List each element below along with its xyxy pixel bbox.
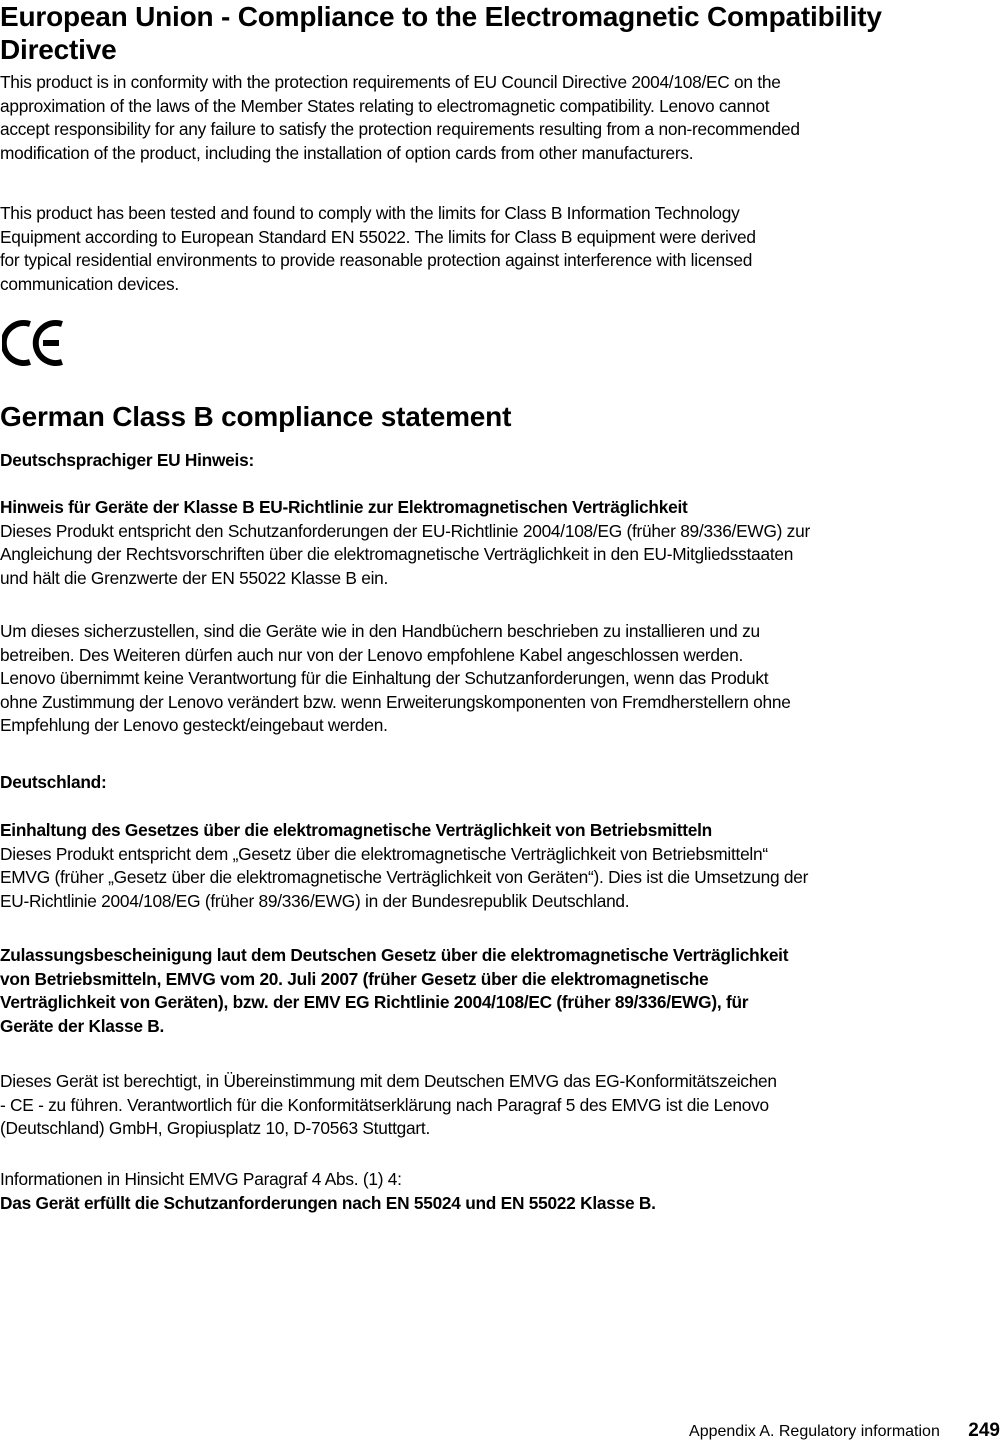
text-line: EMVG (früher „Gesetz über die elektromagnetische Verträglichkeit von Geräten“). Dies ist die Umsetzung der bbox=[0, 867, 809, 888]
text-line: Empfehlung der Lenovo gesteckt/eingebaut werden. bbox=[0, 715, 388, 736]
text-line: for typical residential environments to provide reasonable protection against interference with licensed bbox=[0, 250, 753, 271]
german-paragraph-6 bbox=[0, 944, 1004, 1038]
german-paragraph-8 bbox=[0, 1168, 1004, 1215]
eu-paragraph-1 bbox=[0, 71, 1004, 165]
text-line: Zulassungsbescheinigung laut dem Deutschen Gesetz über die elektromagnetische Verträglichkeit bbox=[0, 945, 789, 965]
text-line: Deutschland: bbox=[0, 772, 107, 792]
paragraph-lead: Hinweis für Geräte der Klasse B EU-Richtlinie zur Elektromagnetischen Verträglichkeit bbox=[0, 497, 688, 517]
page-number: 249 bbox=[968, 1420, 1000, 1441]
german-paragraph-4 bbox=[0, 620, 1004, 738]
text-line: Dieses Produkt entspricht den Schutzanforderungen der EU-Richtlinie 2004/108/EG (früher 89/336/EWG) zur bbox=[0, 520, 810, 541]
text-line: accept responsibility for any failure to satisfy the protection requirements resulting from a non-recommended bbox=[0, 119, 800, 140]
text-line: This product has been tested and found to comply with the limits for Class B Information Technology bbox=[0, 203, 740, 223]
text-line: Dieses Produkt entspricht dem „Gesetz über die elektromagnetische Verträglichkeit von Betriebsmitteln“ bbox=[0, 843, 768, 864]
text-line: Deutschsprachiger EU Hinweis: bbox=[0, 450, 254, 470]
hinweis-heading bbox=[0, 449, 1004, 473]
text-line-bold: Das Gerät erfüllt die Schutzanforderungen nach EN 55024 und EN 55022 Klasse B. bbox=[0, 1192, 656, 1213]
footer-section-label: Appendix A. Regulatory information bbox=[689, 1423, 940, 1440]
deutschland-heading bbox=[0, 771, 1004, 795]
text-line: Um dieses sicherzustellen, sind die Geräte wie in den Handbüchern beschrieben zu installieren und zu bbox=[0, 621, 760, 641]
german-section-title: German Class B compliance statement bbox=[0, 401, 512, 432]
text-line: communication devices. bbox=[0, 273, 179, 294]
text-line: EU-Richtlinie 2004/108/EG (früher 89/336/EWG) in der Bundesrepublik Deutschland. bbox=[0, 890, 630, 911]
eu-paragraph-2 bbox=[0, 202, 1004, 296]
text-line: ohne Zustimmung der Lenovo verändert bzw. wenn Erweiterungskomponenten von Fremdherstellern ohne bbox=[0, 691, 791, 712]
text-line: Geräte der Klasse B. bbox=[0, 1015, 165, 1036]
text-line: von Betriebsmitteln, EMVG vom 20. Juli 2007 (früher Gesetz über die elektromagnetische bbox=[0, 968, 709, 989]
text-line: approximation of the laws of the Member States relating to electromagnetic compatibility. Lenovo cannot bbox=[0, 95, 770, 116]
page-footer bbox=[689, 1420, 1000, 1443]
text-line: Lenovo übernimmt keine Verantwortung für die Einhaltung der Schutzanforderungen, wenn das Produkt bbox=[0, 668, 769, 689]
text-line: Equipment according to European Standard EN 55022. The limits for Class B equipment were derived bbox=[0, 226, 756, 247]
ce-mark-icon bbox=[2, 318, 66, 368]
german-paragraph-5 bbox=[0, 819, 1004, 913]
text-line: - CE - zu führen. Verantwortlich für die Konformitätserklärung nach Paragraf 5 des EMVG ist die Lenovo bbox=[0, 1094, 769, 1115]
text-line: modification of the product, including the installation of option cards from other manufacturers. bbox=[0, 142, 694, 163]
paragraph-lead: Einhaltung des Gesetzes über die elektromagnetische Verträglichkeit von Betriebsmitteln bbox=[0, 820, 712, 840]
text-line: This product is in conformity with the protection requirements of EU Council Directive 2004/108/EC on the bbox=[0, 72, 781, 92]
eu-section-title: European Union - Compliance to the Electromagnetic Compatibility Directive bbox=[0, 1, 882, 65]
german-paragraph-7 bbox=[0, 1070, 1004, 1141]
german-paragraph-3 bbox=[0, 496, 1004, 590]
text-line: Angleichung der Rechtsvorschriften über die elektromagnetische Verträglichkeit in den EU-Mitgliedsstaaten bbox=[0, 544, 794, 565]
text-line: und hält die Grenzwerte der EN 55022 Klasse B ein. bbox=[0, 567, 389, 588]
text-line: (Deutschland) GmbH, Gropiusplatz 10, D-70563 Stuttgart. bbox=[0, 1118, 431, 1139]
text-line: Verträglichkeit von Geräten), bzw. der EMV EG Richtlinie 2004/108/EC (früher 89/336/EWG), für bbox=[0, 992, 749, 1013]
text-line: Informationen in Hinsicht EMVG Paragraf 4 Abs. (1) 4: bbox=[0, 1169, 402, 1189]
text-line: Dieses Gerät ist berechtigt, in Übereinstimmung mit dem Deutschen EMVG das EG-Konformitätszeichen bbox=[0, 1071, 777, 1091]
text-line: betreiben. Des Weiteren dürfen auch nur von der Lenovo empfohlene Kabel angeschlossen werden. bbox=[0, 644, 744, 665]
